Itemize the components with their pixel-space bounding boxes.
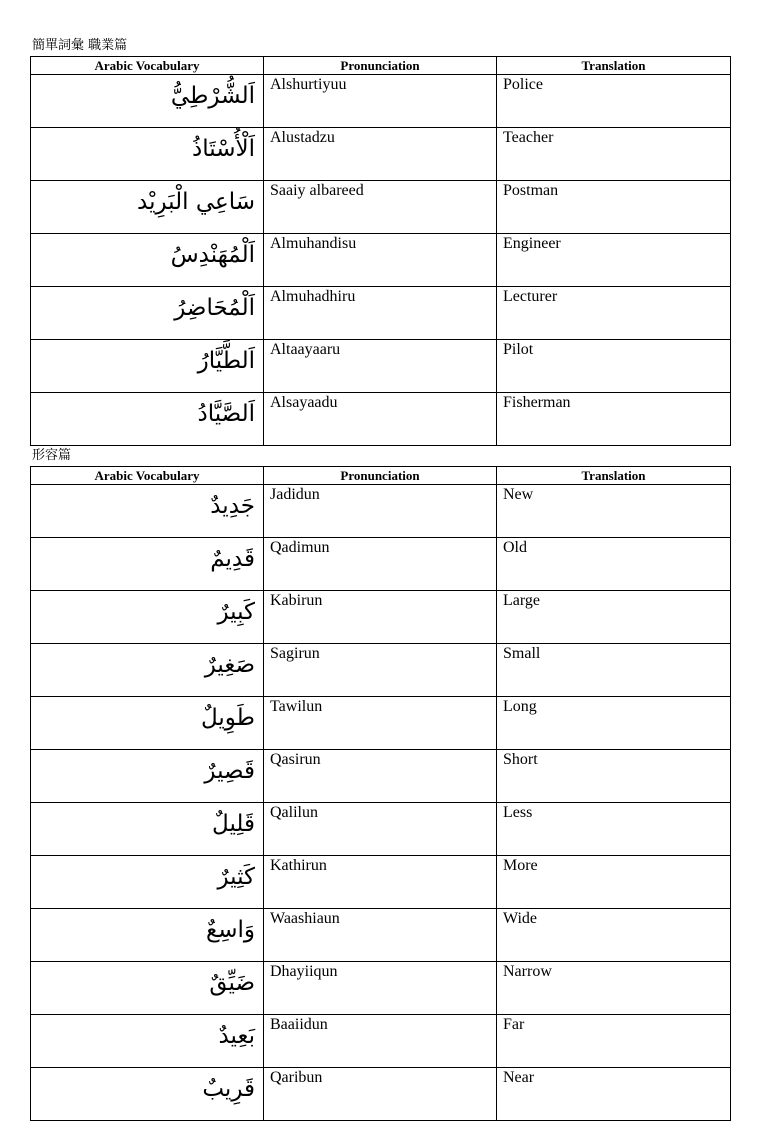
pronunciation: Saaiy albareed — [264, 181, 497, 234]
table-row — [31, 181, 731, 234]
pronunciation: Kabirun — [264, 591, 497, 644]
arabic-word: قَلِيلٌ — [31, 803, 264, 856]
translation: Small — [497, 644, 731, 697]
pronunciation: Qaribun — [264, 1068, 497, 1121]
header-pronunciation: Pronunciation — [264, 57, 497, 75]
table-row — [31, 750, 731, 803]
translation: Near — [497, 1068, 731, 1121]
translation: Large — [497, 591, 731, 644]
table-row — [31, 909, 731, 962]
pronunciation: Qadimun — [264, 538, 497, 591]
arabic-word: قَدِيمٌ — [31, 538, 264, 591]
translation: Police — [497, 75, 731, 128]
table-row — [31, 803, 731, 856]
pronunciation: Almuhandisu — [264, 234, 497, 287]
table-row — [31, 485, 731, 538]
table-row — [31, 128, 731, 181]
pronunciation: Kathirun — [264, 856, 497, 909]
pronunciation: Alustadzu — [264, 128, 497, 181]
arabic-word: اَلْمُهَنْدِسُ — [31, 234, 264, 287]
arabic-word: وَاسِعٌ — [31, 909, 264, 962]
translation: Old — [497, 538, 731, 591]
pronunciation: Baaiidun — [264, 1015, 497, 1068]
arabic-word: كَبِيرٌ — [31, 591, 264, 644]
table-row — [31, 697, 731, 750]
arabic-word: اَلشُّرْطِيُّ — [31, 75, 264, 128]
translation: Long — [497, 697, 731, 750]
arabic-word: صَغِيرٌ — [31, 644, 264, 697]
table-header-row — [31, 467, 731, 485]
header-pronunciation: Pronunciation — [264, 467, 497, 485]
header-arabic-vocabulary: Arabic Vocabulary — [31, 57, 264, 75]
arabic-word: ضَيِّقٌ — [31, 962, 264, 1015]
table-row — [31, 962, 731, 1015]
header-translation: Translation — [497, 467, 731, 485]
translation: Wide — [497, 909, 731, 962]
arabic-word: طَوِيلٌ — [31, 697, 264, 750]
arabic-word: قَرِيبٌ — [31, 1068, 264, 1121]
table-row — [31, 287, 731, 340]
translation: Fisherman — [497, 393, 731, 446]
translation: Narrow — [497, 962, 731, 1015]
translation: Postman — [497, 181, 731, 234]
section-title-adjectives: 形容篇 — [32, 448, 72, 463]
table-row — [31, 856, 731, 909]
translation: Teacher — [497, 128, 731, 181]
pronunciation: Almuhadhiru — [264, 287, 497, 340]
pronunciation: Waashiaun — [264, 909, 497, 962]
translation: Lecturer — [497, 287, 731, 340]
pronunciation: Altaayaaru — [264, 340, 497, 393]
table-row — [31, 393, 731, 446]
header-arabic-vocabulary: Arabic Vocabulary — [31, 467, 264, 485]
translation: More — [497, 856, 731, 909]
pronunciation: Jadidun — [264, 485, 497, 538]
translation: New — [497, 485, 731, 538]
pronunciation: Qasirun — [264, 750, 497, 803]
arabic-word: جَدِيدٌ — [31, 485, 264, 538]
pronunciation: Sagirun — [264, 644, 497, 697]
arabic-word: سَاعِي الْبَرِيْد — [31, 181, 264, 234]
pronunciation: Qalilun — [264, 803, 497, 856]
table-row — [31, 644, 731, 697]
arabic-word: كَثِيرٌ — [31, 856, 264, 909]
table-header-row — [31, 57, 731, 75]
table-row — [31, 591, 731, 644]
arabic-word: اَلْمُحَاضِرُ — [31, 287, 264, 340]
translation: Far — [497, 1015, 731, 1068]
arabic-word: بَعِيدٌ — [31, 1015, 264, 1068]
arabic-word: قَصِيرٌ — [31, 750, 264, 803]
table-row — [31, 75, 731, 128]
table-row — [31, 340, 731, 393]
header-translation: Translation — [497, 57, 731, 75]
translation: Pilot — [497, 340, 731, 393]
pronunciation: Alshurtiyuu — [264, 75, 497, 128]
pronunciation: Dhayiiqun — [264, 962, 497, 1015]
arabic-word: اَلصَّيَّادُ — [31, 393, 264, 446]
section-title-occupations: 簡單詞彙 職業篇 — [32, 38, 128, 53]
document-page — [30, 36, 730, 1121]
vocab-table-occupations — [30, 56, 731, 446]
translation: Engineer — [497, 234, 731, 287]
table-row — [31, 1015, 731, 1068]
arabic-word: اَلطَّيَّارُ — [31, 340, 264, 393]
arabic-word: اَلْأُسْتَاذُ — [31, 128, 264, 181]
table-row — [31, 1068, 731, 1121]
pronunciation: Alsayaadu — [264, 393, 497, 446]
translation: Short — [497, 750, 731, 803]
vocab-table-adjectives — [30, 466, 731, 1121]
pronunciation: Tawilun — [264, 697, 497, 750]
translation: Less — [497, 803, 731, 856]
table-row — [31, 234, 731, 287]
table-row — [31, 538, 731, 591]
